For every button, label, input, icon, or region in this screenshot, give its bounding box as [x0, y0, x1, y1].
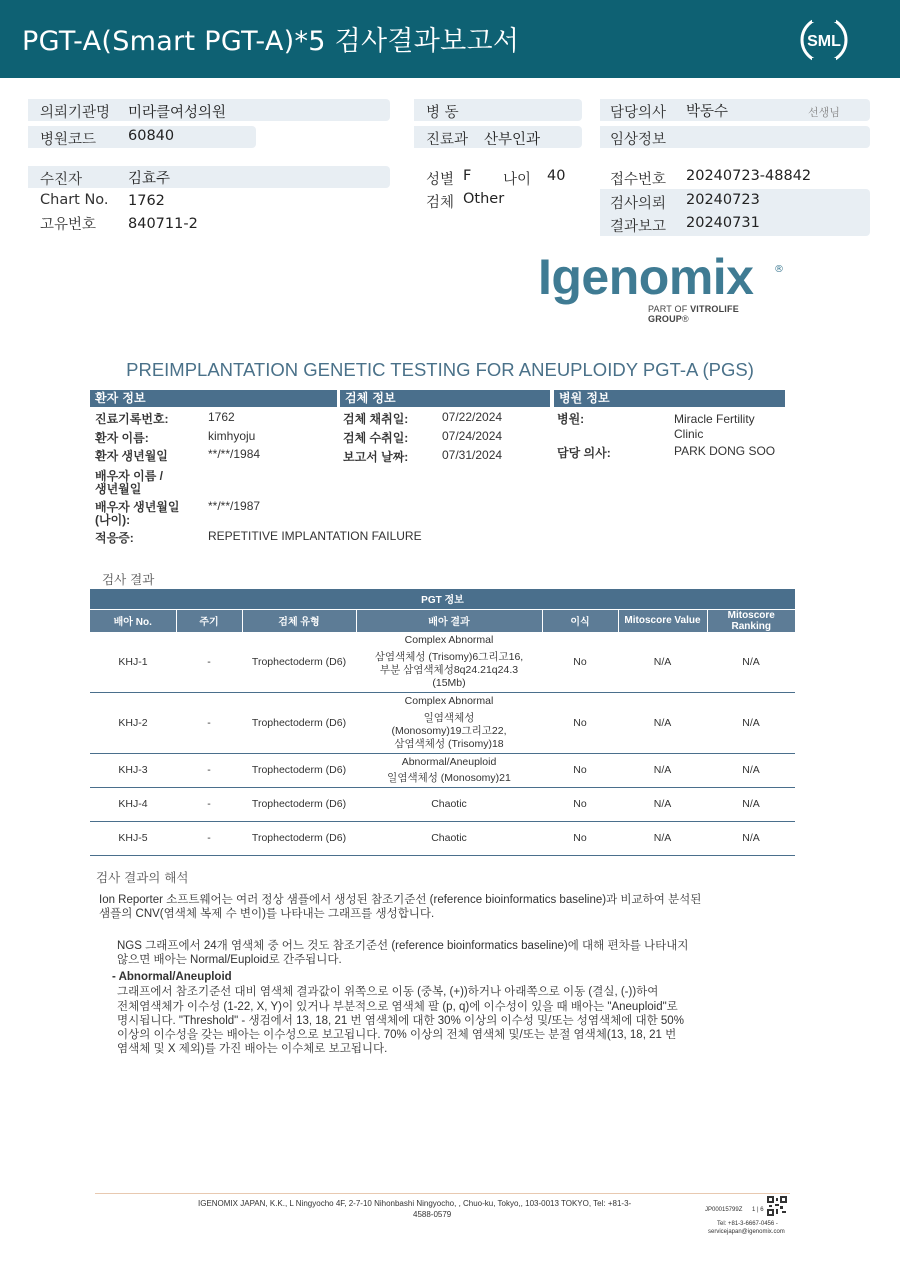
embryo-result: [356, 632, 542, 693]
patient-dob-value: **/**/1984: [208, 447, 261, 461]
sex-label: 성별: [426, 172, 455, 188]
age-label: 나이: [503, 172, 532, 188]
mitoscore-value: N/A: [618, 821, 707, 855]
embryo-no: KHJ-4: [90, 787, 176, 821]
spouse-name-label-1: 배우자 이름 /: [95, 469, 163, 483]
specimen-info-header: 검체 정보: [340, 390, 550, 407]
patient-name-value: kimhyoju: [208, 429, 256, 443]
spouse-dob-label-2: (나이):: [95, 513, 131, 527]
clinical-label: 임상정보: [610, 132, 667, 148]
col-transfer: 이식: [542, 609, 618, 632]
hospital-name-label: 병원:: [557, 412, 585, 426]
collect-date-value: 07/22/2024: [442, 410, 503, 424]
receive-date-label: 검체 수취일:: [343, 431, 409, 445]
receive-date-value: 07/24/2024: [442, 429, 503, 443]
receipt-value: 20240723-48842: [686, 168, 812, 184]
interpretation-p3-line5: 염색체 및 X 제외)를 가진 배아는 이수체로 보고됩니다.: [117, 1043, 388, 1055]
interpretation-p1-line2: 샘플의 CNV(염색체 복제 수 변이)를 나타내는 그래프를 생성합니다.: [99, 908, 435, 920]
interpretation-title: 검사 결과의 해석: [96, 870, 189, 885]
result-detail: 일염색체성: [423, 711, 475, 724]
doctor-value: 박동수: [686, 104, 729, 120]
department-label: 진료과: [426, 132, 469, 148]
result-main: Complex Abnormal: [404, 694, 494, 707]
table-row: [90, 692, 795, 753]
transfer: No: [542, 692, 618, 753]
embryo-no: KHJ-3: [90, 753, 176, 787]
cycle: -: [176, 753, 242, 787]
result-detail: 일염색체성 (Monosomy)21: [387, 771, 511, 784]
mitoscore-value: N/A: [618, 753, 707, 787]
indication-label: 적응증:: [95, 531, 134, 545]
pgt-info-header: PGT 정보: [90, 589, 795, 609]
mitoscore-ranking: N/A: [707, 787, 795, 821]
patient-dob-label: 환자 생년월일: [95, 449, 168, 463]
mitoscore-ranking: N/A: [707, 632, 795, 693]
col-embryo-no: 배아 No.: [90, 609, 176, 632]
report-title-header: PGT-A(Smart PGT-A)*5 검사결과보고서: [22, 26, 520, 57]
interpretation-p3-line4: 이상의 이수성을 갖는 배아는 이수성으로 보고됩니다. 70% 이상의 전체 염색체 및/또는 분절 염색체(13, 18, 21 번: [117, 1029, 677, 1041]
footer-page: 1 | 6: [752, 1207, 764, 1213]
result-detail: 부분 삼염색체성8q24.21q24.3: [379, 663, 519, 676]
hospital-code-label: 병원코드: [40, 132, 97, 148]
interpretation-p2-line2: 않으면 배아는 Normal/Euploid로 간주됩니다.: [117, 954, 342, 966]
transfer: No: [542, 632, 618, 693]
embryo-result: [356, 787, 542, 821]
cycle: -: [176, 692, 242, 753]
interpretation-p3-line2: 전체염색체가 이수성 (1-22, X, Y)이 있거나 부분적으로 염색체 팔 (p, q)에 이수성이 있을 때 배아는 "Aneuploid"로: [117, 1001, 678, 1013]
spouse-dob-label-1: 배우자 생년월일: [95, 500, 180, 514]
result-main: Abnormal/Aneuploid: [401, 755, 497, 768]
result-main: Complex Abnormal: [404, 633, 494, 646]
spouse-dob-value: **/**/1987: [208, 499, 261, 513]
mitoscore-ranking: N/A: [707, 821, 795, 855]
unique-value: 840711-2: [128, 216, 198, 232]
specimen-type: Trophectoderm (D6): [242, 632, 356, 693]
chart-no-label: 진료기록번호:: [95, 412, 169, 426]
age-value: 40: [547, 168, 566, 184]
request-label: 검사의뢰: [610, 196, 667, 212]
igenomix-logo: [538, 249, 784, 324]
transfer: No: [542, 787, 618, 821]
specimen-type: Trophectoderm (D6): [242, 787, 356, 821]
attending-doctor-value: PARK DONG SOO: [674, 444, 776, 458]
unique-label: 고유번호: [40, 217, 97, 233]
department-value: 산부인과: [484, 132, 541, 148]
col-embryo-result: 배아 결과: [356, 609, 542, 632]
embryo-result: [356, 753, 542, 787]
hospital-name-value-2: Clinic: [674, 427, 704, 441]
result-main: Chaotic: [431, 797, 467, 810]
specimen-type: Trophectoderm (D6): [242, 821, 356, 855]
igenomix-wordmark: Igenomix: [538, 249, 754, 305]
sml-logo-text: SML: [807, 33, 841, 50]
sex-value: F: [463, 168, 472, 184]
chart-value: 1762: [128, 193, 165, 209]
patient-name-label: 환자 이름:: [95, 431, 149, 445]
mitoscore-ranking: N/A: [707, 692, 795, 753]
sml-logo: [798, 14, 850, 66]
report-date-label: 보고서 날짜:: [343, 450, 409, 464]
specimen-value: Other: [463, 191, 505, 207]
mitoscore-value: N/A: [618, 787, 707, 821]
transfer: No: [542, 753, 618, 787]
ward-label: 병 동: [426, 105, 459, 121]
interpretation-p2-line1: NGS 그래프에서 24개 염색체 중 어느 것도 참조기준선 (reference bioinformatics baseline)에 대해 편차를 나타내지: [117, 940, 689, 952]
result-detail: 삼염색체성 (Trisomy)18: [394, 737, 504, 750]
report-date-value: 07/31/2024: [442, 448, 503, 462]
cycle: -: [176, 787, 242, 821]
request-value: 20240723: [686, 192, 760, 208]
igenomix-registered: ®: [774, 264, 784, 275]
interpretation-p3-line1: 그래프에서 참조기준선 대비 염색체 결과값이 위쪽으로 이동 (중복, (+))하거나 아래쪽으로 이동 (결실, (-))하여: [117, 986, 659, 998]
embryo-no: KHJ-2: [90, 692, 176, 753]
doctor-label: 담당의사: [610, 105, 667, 121]
col-mitoscore-ranking: Mitoscore Ranking: [707, 609, 795, 632]
cycle: -: [176, 821, 242, 855]
hospital-name-value-1: Miracle Fertility: [674, 412, 755, 426]
specimen-type: Trophectoderm (D6): [242, 692, 356, 753]
patient-label: 수진자: [40, 172, 83, 188]
specimen-label: 검체: [426, 195, 455, 211]
embryo-no: KHJ-5: [90, 821, 176, 855]
igenomix-part-of: PART OF VITROLIFE GROUP®: [648, 304, 739, 324]
mitoscore-ranking: N/A: [707, 753, 795, 787]
spouse-name-label-2: 생년월일: [95, 482, 142, 496]
results-section-title: 검사 결과: [102, 572, 155, 587]
transfer: No: [542, 821, 618, 855]
result-label: 결과보고: [610, 219, 667, 235]
patient-value: 김효주: [128, 171, 171, 187]
specimen-type: Trophectoderm (D6): [242, 753, 356, 787]
receipt-label: 접수번호: [610, 172, 667, 188]
indication-value: REPETITIVE IMPLANTATION FAILURE: [208, 529, 422, 543]
institution-value: 미라클여성의원: [128, 105, 227, 121]
mitoscore-value: N/A: [618, 632, 707, 693]
cycle: -: [176, 632, 242, 693]
footer-address-1: IGENOMIX JAPAN, K.K., L Ningyocho 4F, 2-7-10 Nihonbashi Ningyocho, , Chuo-ku, Tokyo,, 103-0013 TOKYO, Tel: +81-3-: [198, 1199, 632, 1208]
results-table: [90, 589, 795, 856]
col-specimen-type: 검체 유형: [242, 609, 356, 632]
table-row: [90, 787, 795, 821]
result-detail: (Monosomy)19그리고22,: [391, 724, 507, 737]
result-detail: (15Mb): [432, 676, 466, 689]
col-mitoscore-value: Mitoscore Value: [618, 609, 707, 632]
attending-doctor-label: 담당 의사:: [557, 446, 611, 460]
qr-code-icon: [767, 1196, 787, 1216]
col-cycle: 주기: [176, 609, 242, 632]
result-main: Chaotic: [431, 831, 467, 844]
patient-row: [28, 166, 390, 188]
embryo-result: [356, 692, 542, 753]
result-value: 20240731: [686, 215, 760, 231]
hospital-info-header: 병원 정보: [554, 390, 785, 407]
embryo-no: KHJ-1: [90, 632, 176, 693]
chart-no-value: 1762: [208, 410, 235, 424]
footer-doc-id: JP00015799Z: [705, 1207, 743, 1213]
report-header: [0, 0, 900, 78]
result-detail: 삼염색체성 (Trisomy)6그리고16,: [374, 650, 524, 663]
footer-contact-2: servicejapan@igenomix.com: [708, 1229, 785, 1235]
institution-label: 의뢰기관명: [40, 105, 111, 121]
footer-contact-1: Tel: +81-3-6667-0456 -: [717, 1221, 778, 1227]
hospital-code-value: 60840: [128, 128, 175, 144]
footer-divider: [95, 1193, 790, 1194]
chart-label: Chart No.: [40, 192, 109, 208]
interpretation-p1-line1: Ion Reporter 소프트웨어는 여러 정상 샘플에서 생성된 참조기준선 (reference bioinformatics baseline)과 비교하여 분석된: [99, 894, 702, 906]
embryo-result: [356, 821, 542, 855]
doctor-suffix: 선생님: [808, 106, 840, 119]
interpretation-p3-line3: 명시됩니다. "Threshold" - 생검에서 13, 18, 21 번 염색체에 대한 30% 이상의 이수성 및/또는 성염색체에 대한 50%: [117, 1015, 684, 1027]
mitoscore-value: N/A: [618, 692, 707, 753]
footer-address-2: 4588-0579: [413, 1210, 452, 1219]
patient-info-header: 환자 정보: [90, 390, 337, 407]
table-row: [90, 821, 795, 855]
collect-date-label: 검체 채취일:: [343, 412, 409, 426]
pgta-title: PREIMPLANTATION GENETIC TESTING FOR ANEUPLOIDY PGT-A (PGS): [126, 359, 754, 380]
abnormal-title: - Abnormal/Aneuploid: [112, 971, 232, 983]
table-row: [90, 753, 795, 787]
table-row: [90, 632, 795, 693]
